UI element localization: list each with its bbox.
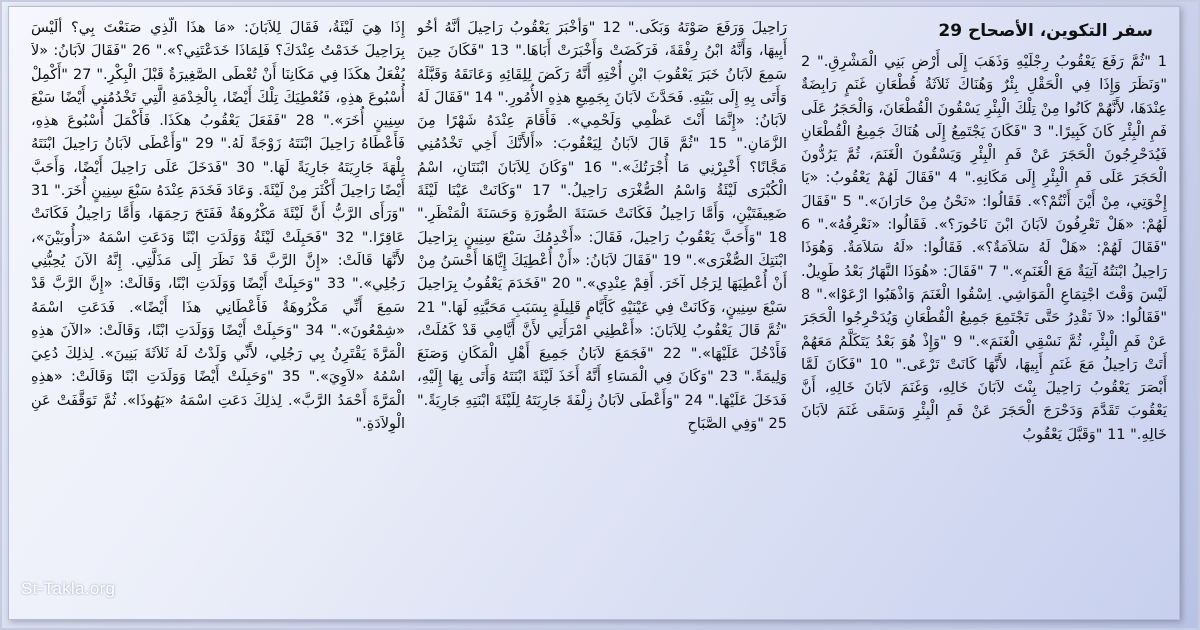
scripture-page [8,6,1180,620]
column-3-text: إِذَا هِيَ لَيْئَةُ، فَقَالَ لِلاَبَانَ: «مَا هذَا الَّذِي صَنَعْتَ بِي؟ أَلَيْسَ بِرَاحِيلَ خَدَمْتُ عِنْدَكَ؟ فَلِمَاذَا خَدَعْتَنِي؟»." 26 "فَقَالَ لاَبَانُ: «لاَ يُفْعَلُ هكَذَا فِي مَكَانِنَا أَنْ تُعْطَى الصَّغِيرَةُ قَبْلَ الْبِكْرِ." 27 "أَكْمِلْ أُسْبُوعَ هذِهِ، فَنُعْطِيَكَ تِلْكَ أَيْضًا، بِالْخِدْمَةِ الَّتِي تَخْدُمُنِي أَيْضًا سَبْعَ سِنِينٍ أُخَرَ»." 28 "فَفَعَلَ يَعْقُوبُ هكَذَا. فَأَكْمَلَ أُسْبُوعَ هذِهِ، فَأَعْطَاهُ رَاحِيلَ ابْنَتَهُ زَوْجَةً لَهُ." 29 "وَأَعْطَى لاَبَانُ رَاحِيلَ ابْنَتَهُ بِلْهَةَ جَارِيَتَهُ جَارِيَةً لَهَا." 30 "فَدَخَلَ عَلَى رَاحِيلَ أَيْضًا، وَأَحَبَّ أَيْضًا رَاحِيلَ أَكْثَرَ مِنْ لَيْئَةَ. وَعَادَ فَخَدَمَ عِنْدَهُ سَبْعَ سِنِينٍ أُخَرَ." 31 "وَرَأَى الرَّبُّ أَنَّ لَيْئَةَ مَكْرُوهَةٌ فَفَتَحَ رَحِمَهَا، وَأَمَّا رَاحِيلُ فَكَانَتْ عَاقِرًا." 32 "فَحَبِلَتْ لَيْئَةُ وَوَلَدَتِ ابْنًا وَدَعَتِ اسْمَهُ «رَأُوبَيْنَ»، لأَنَّهَا قَالَتْ: «إِنَّ الرَّبَّ قَدْ نَظَرَ إِلَى مَذَلَّتِي. إِنَّهُ الآنَ يُحِبُّنِي رَجُلِي»." 33 "وَحَبِلَتْ أَيْضًا وَوَلَدَتِ ابْنًا، وَقَالَتْ: «إِنَّ الرَّبَّ قَدْ سَمِعَ أَنِّي مَكْرُوهَةٌ فَأَعْطَانِي هذَا أَيْضًا». فَدَعَتِ اسْمَهُ «شِمْعُونَ»." 34 "وَحَبِلَتْ أَيْضًا وَوَلَدَتِ ابْنًا، وَقَالَتْ: «الآنَ هذِهِ الْمَرَّةَ يَقْتَرِنُ بِي رَجُلِي، لأَنِّي وَلَدْتُ لَهُ ثَلاَثَةَ بَنِينَ». لِذلِكَ دُعِيَ اسْمُهُ «لاَوِيَ»." 35 "وَحَبِلَتْ أَيْضًا وَوَلَدَتِ ابْنًا وَقَالَتْ: «هذِهِ الْمَرَّةَ أَحْمَدُ الرَّبَّ». لِذلِكَ دَعَتِ اسْمَهُ «يَهُوذَا». ثُمَّ تَوَقَّفَتْ عَنِ الْوِلاَدَةِ." [31,20,405,433]
text-column-3 [31,17,405,609]
text-column-1 [801,17,1167,609]
text-column-2 [417,17,787,609]
column-1-text: 1 "ثُمَّ رَفَعَ يَعْقُوبُ رِجْلَيْهِ وَذَهَبَ إِلَى أَرْضِ بَنِي الْمَشْرِقِ." 2 "وَنَظَرَ وَإِذَا فِي الْحَقْلِ بِئْرٌ وَهُنَاكَ ثَلاَثَةُ قُطْعَانِ غَنَمٍ رَابِضَةٌ عِنْدَهَا، لأَنَّهُمْ كَانُوا مِنْ تِلْكَ الْبِئْرِ يَسْقُونَ الْقُطْعَانَ، وَالْحَجَرُ عَلَى فَمِ الْبِئْرِ كَانَ كَبِيرًا." 3 "فَكَانَ يَجْتَمِعُ إِلَى هُنَاكَ جَمِيعُ الْقُطْعَانِ فَيُدَحْرِجُونَ الْحَجَرَ عَنْ فَمِ الْبِئْرِ وَيَسْقُونَ الْغَنَمَ، ثُمَّ يَرُدُّونَ الْحَجَرَ عَلَى فَمِ الْبِئْرِ إِلَى مَكَانِهِ." 4 "فَقَالَ لَهُمْ يَعْقُوبُ: «يَا إِخْوَتِي، مِنْ أَيْنَ أَنْتُمْ؟». فَقَالُوا: «نَحْنُ مِنْ حَارَانَ»." 5 "فَقَالَ لَهُمْ: «هَلْ تَعْرِفُونَ لاَبَانَ ابْنَ نَاحُورَ؟». فَقَالُوا: «نَعْرِفُهُ»." 6 "فَقَالَ لَهُمْ: «هَلْ لَهُ سَلاَمَةٌ؟». فَقَالُوا: «لَهُ سَلاَمَةٌ. وَهُوَذَا رَاحِيلُ ابْنَتُهُ آتِيَةٌ مَعَ الْغَنَمِ»." 7 "فَقَالَ: «هُوَذَا النَّهَارُ بَعْدُ طَوِيلٌ. لَيْسَ وَقْتَ اجْتِمَاعِ الْمَوَاشِي. اِسْقُوا الْغَنَمَ وَاذْهَبُوا ارْعَوْا»." 8 "فَقَالُوا: «لاَ نَقْدِرُ حَتَّى تَجْتَمِعَ جَمِيعُ الْقُطْعَانِ وَيُدَحْرِجُوا الْحَجَرَ عَنْ فَمِ الْبِئْرِ، ثُمَّ نَسْقِي الْغَنَمَ»." 9 "وَإِذْ هُوَ بَعْدُ يَتَكَلَّمُ مَعَهُمْ أَتَتْ رَاحِيلُ مَعَ غَنَمِ أَبِيهَا، لأَنَّهَا كَانَتْ تَرْعَى." 10 "فَكَانَ لَمَّا أَبْصَرَ يَعْقُوبُ رَاحِيلَ بِنْتَ لاَبَانَ خَالِهِ، وَغَنَمَ لاَبَانَ خَالِهِ، أَنَّ يَعْقُوبَ تَقَدَّمَ وَدَحْرَجَ الْحَجَرَ عَنْ فَمِ الْبِئْرِ وَسَقَى غَنَمَ لاَبَانَ خَالِهِ." 11 "وَقَبَّلَ يَعْقُوبُ [801,54,1167,443]
site-watermark: St-Takla.org [21,579,116,598]
column-2-text: رَاحِيلَ وَرَفَعَ صَوْتَهُ وَبَكَى." 12 "وَأَخْبَرَ يَعْقُوبُ رَاحِيلَ أَنَّهُ أَخُو أَبِيهَا، وَأَنَّهُ ابْنُ رِفْقَةَ، فَرَكَضَتْ وَأَخْبَرَتْ أَبَاهَا." 13 "فَكَانَ حِينَ سَمِعَ لاَبَانُ خَبَرَ يَعْقُوبَ ابْنِ أُخْتِهِ أَنَّهُ رَكَضَ لِلِقَائِهِ وَعَانَقَهُ وَقَبَّلَهُ وَأَتَى بِهِ إِلَى بَيْتِهِ. فَحَدَّثَ لاَبَانَ بِجَمِيعِ هذِهِ الأُمُورِ." 14 "فَقَالَ لَهُ لاَبَانُ: «إِنَّمَا أَنْتَ عَظْمِي وَلَحْمِي». فَأَقَامَ عِنْدَهُ شَهْرًا مِنَ الزَّمَانِ." 15 "ثُمَّ قَالَ لاَبَانُ لِيَعْقُوبَ: «أَلأَنَّكَ أَخِي تَخْدُمُنِي مَجَّانًا؟ أَخْبِرْنِي مَا أُجْرَتُكَ»." 16 "وَكَانَ لِلاَبَانَ ابْنَتَانِ، اسْمُ الْكُبْرَى لَيْئَةُ وَاسْمُ الصُّغْرَى رَاحِيلُ." 17 "وَكَانَتْ عَيْنَا لَيْئَةَ ضَعِيفَتَيْنِ، وَأَمَّا رَاحِيلُ فَكَانَتْ حَسَنَةَ الصُّورَةِ وَحَسَنَةَ الْمَنْظَرِ." 18 "وَأَحَبَّ يَعْقُوبُ رَاحِيلَ، فَقَالَ: «أَخْدِمُكَ سَبْعَ سِنِينٍ بِرَاحِيلَ ابْنَتِكَ الصُّغْرَى»." 19 "فَقَالَ لاَبَانُ: «أَنْ أُعْطِيَكَ إِيَّاهَا أَحْسَنُ مِنْ أَنْ أُعْطِيَهَا لِرَجُل آخَرَ. أَقِمْ عِنْدِي»." 20 "فَخَدَمَ يَعْقُوبُ بِرَاحِيلَ سَبْعَ سِنِينٍ، وَكَانَتْ فِي عَيْنَيْهِ كَأَيَّامٍ قَلِيلَةٍ بِسَبَبِ مَحَبَّتِهِ لَهَا." 21 "ثُمَّ قَالَ يَعْقُوبُ لِلاَبَانَ: «أَعْطِنِي امْرَأَتِي لأَنَّ أَيَّامِي قَدْ كَمُلَتْ، فَأَدْخُلَ عَلَيْهَا»." 22 "فَجَمَعَ لاَبَانُ جَمِيعَ أَهْلِ الْمَكَانِ وَصَنَعَ وَلِيمَةً." 23 "وَكَانَ فِي الْمَسَاءِ أَنَّهُ أَخَذَ لَيْئَةَ ابْنَتَهُ وَأَتَى بِهَا إِلَيْهِ، فَدَخَلَ عَلَيْهَا." 24 "وَأَعْطَى لاَبَانُ زِلْفَةَ جَارِيَتَهُ لِلَيْئَةَ ابْنَتِهِ جَارِيَةً." 25 "وَفِي الصَّبَاحِ [417,20,787,433]
chapter-title: سفر التكوين، الأصحاح 29 [938,21,1153,41]
